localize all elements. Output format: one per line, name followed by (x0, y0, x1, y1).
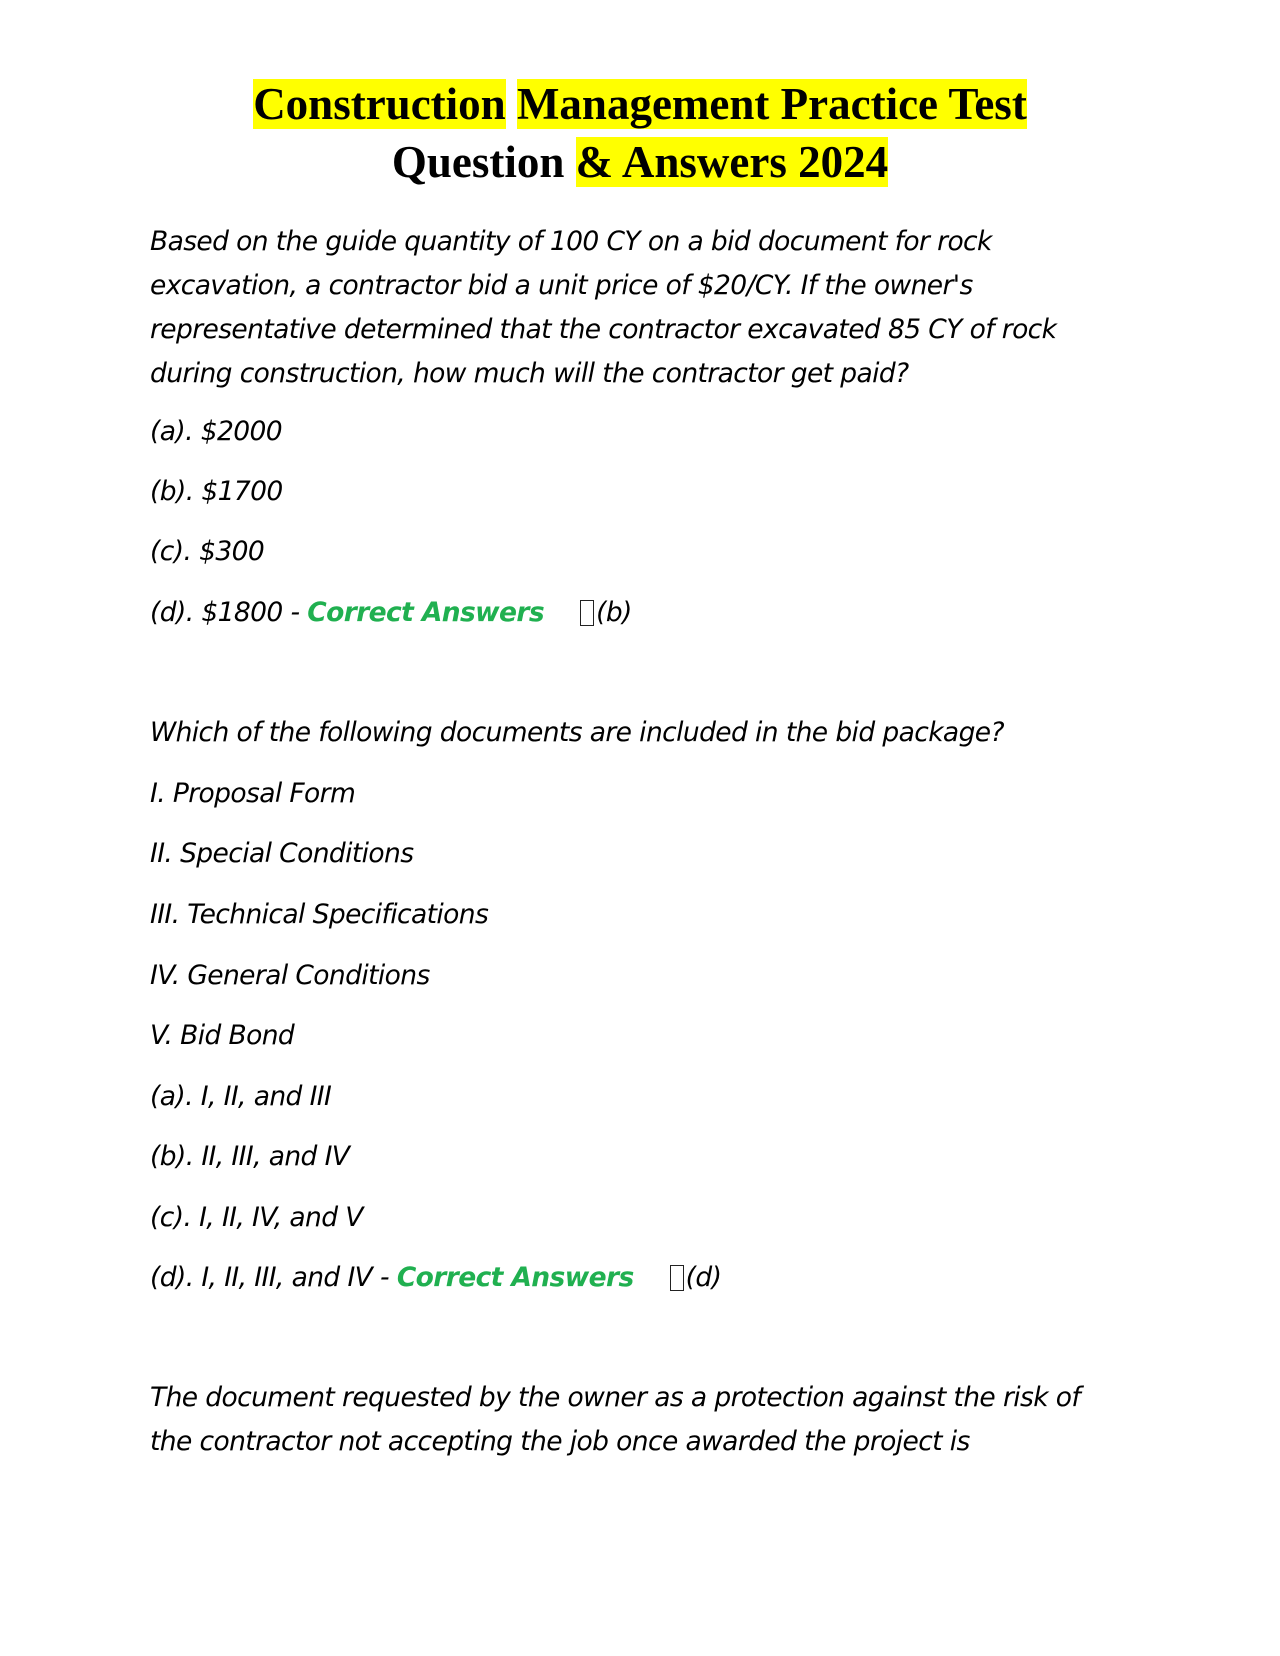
question-2-text: Which of the following documents are included in the bid package? (150, 717, 1004, 748)
title-highlight: & Answers 2024 (575, 137, 889, 187)
question-2-item-1: I. Proposal Form (150, 778, 356, 809)
question-1-text: Based on the guide quantity of 100 CY on a bid document for rock excavation, a contractor bid a unit price of $20/CY. If the owner's representative determined that the contractor excavated 85 CY of rock during construction, how much will the contractor get paid? (150, 226, 1057, 389)
document-title-line-2 (150, 133, 1130, 191)
question-2-option-d (150, 1256, 1110, 1300)
question-1-option-c: (c). $300 (150, 536, 265, 567)
correct-answers-label: Correct Answers (396, 1262, 634, 1293)
question-1-option-d (150, 591, 1110, 635)
question-1-option-a: (a). $2000 (150, 416, 283, 447)
question-1-option-b: (b). $1700 (150, 476, 283, 507)
document-title-line-1 (150, 75, 1130, 133)
question-2-option-b: (b). II, III, and IV (150, 1141, 350, 1172)
question-2-item-4: IV. General Conditions (150, 960, 430, 991)
option-d-text: (d). I, II, III, and IV - (150, 1262, 397, 1293)
correct-answer-value: (b) (596, 597, 632, 628)
correct-answers-label: Correct Answers (307, 597, 545, 628)
checkbox-glyph-icon (670, 1265, 684, 1291)
checkbox-glyph-icon (580, 600, 594, 626)
title-highlight: Management Practice Test (516, 79, 1027, 129)
question-2-item-3: III. Technical Specifications (150, 899, 489, 930)
question-2-option-a: (a). I, II, and III (150, 1081, 332, 1112)
title-highlight: Construction (253, 79, 506, 129)
question-2-item-5: V. Bid Bond (150, 1020, 295, 1051)
question-2-option-c: (c). I, II, IV, and V (150, 1202, 363, 1233)
title-text: Question (391, 137, 565, 187)
correct-answer-value: (d) (685, 1262, 722, 1293)
option-d-text: (d). $1800 - (150, 597, 308, 628)
question-3-text: The document requested by the owner as a protection against the risk of the contractor not accepting the job once awarded the project is (150, 1382, 1081, 1457)
question-2-item-2: II. Special Conditions (150, 838, 414, 869)
